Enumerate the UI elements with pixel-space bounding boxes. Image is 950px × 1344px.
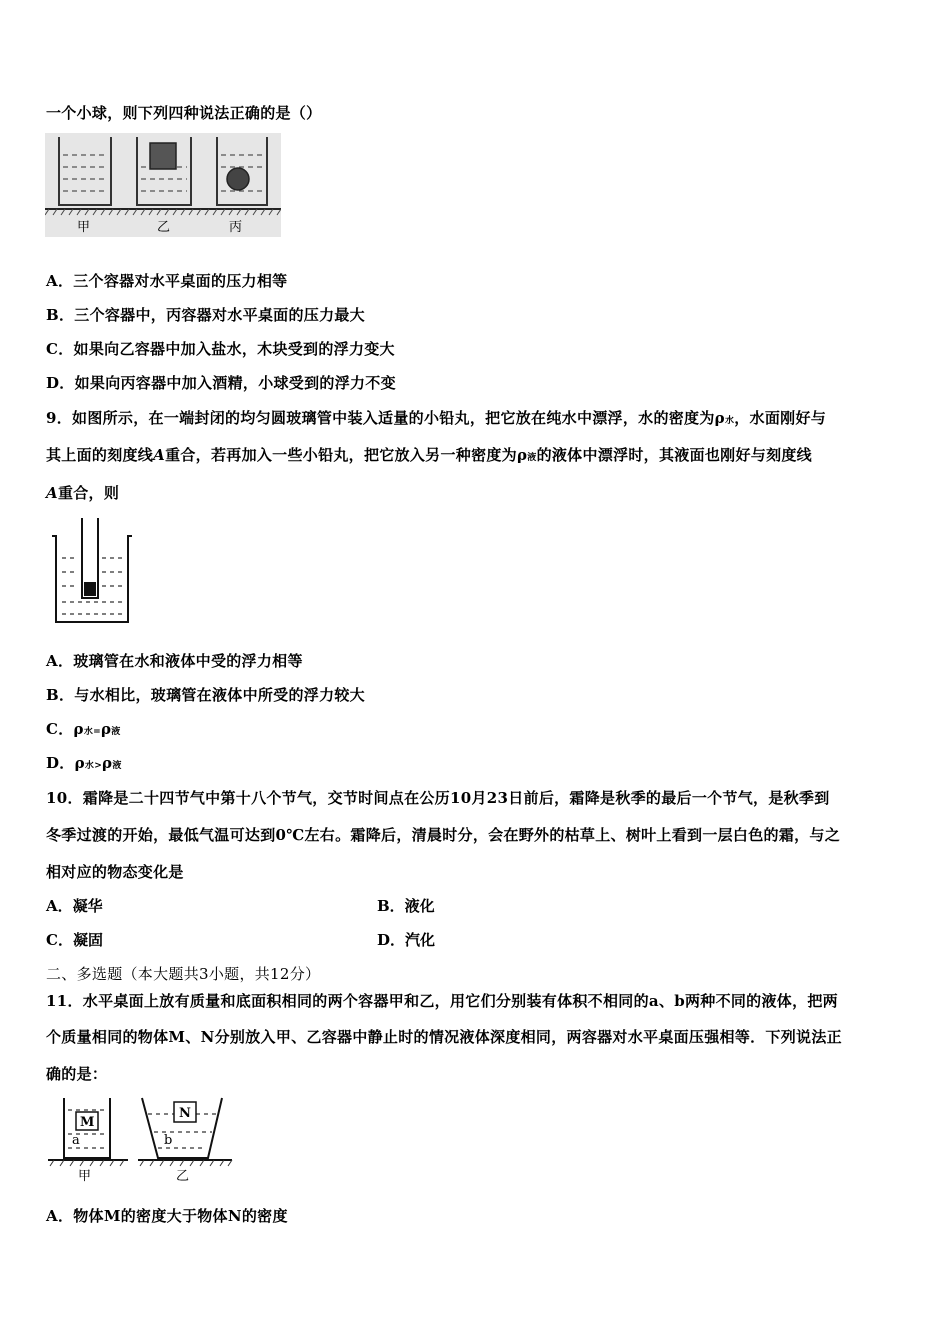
section-heading: 二、多选题（本大题共3小题，共12分） <box>46 965 321 983</box>
q9-figure <box>50 518 136 624</box>
q9-option-d: D．ρ水>ρ液 <box>46 754 122 772</box>
q11-object-m: M <box>80 1115 95 1130</box>
q8-option-c: C．如果向乙容器中加入盐水，木块受到的浮力变大 <box>46 340 395 358</box>
q11-figure <box>46 1094 236 1184</box>
q9-stem-line2: 其上面的刻度线A重合，若再加入一些小铅丸，把它放入另一种密度为ρ液的液体中漂浮时，其液面也刚好与刻度线 <box>46 446 812 464</box>
q10-option-c: C．凝固 <box>46 931 103 949</box>
q8-option-b: B．三个容器中，丙容器对水平桌面的压力最大 <box>46 306 365 324</box>
q8-figure <box>45 133 281 237</box>
q10-stem-line2: 冬季过渡的开始，最低气温可达到0℃左右。霜降后，清晨时分，会在野外的枯草上、树叶上看到一层白色的霜，与之 <box>46 826 841 844</box>
q10-option-b: B．液化 <box>377 897 435 915</box>
q9-option-c: C．ρ水=ρ液 <box>46 720 121 738</box>
q8-label-bing: 丙 <box>229 220 243 235</box>
q11-label-jia: 甲 <box>78 1169 92 1184</box>
q9-stem-line3: A重合，则 <box>46 484 120 502</box>
q10-option-a: A．凝华 <box>46 897 103 915</box>
q11-stem-line1: 11．水平桌面上放有质量和底面积相同的两个容器甲和乙，用它们分别装有体积不相同的a、b两种不同的液体，把两 <box>46 992 838 1010</box>
q10-option-d: D．汽化 <box>377 931 436 949</box>
q11-stem-line2: 个质量相同的物体M、N分别放入甲、乙容器中静止时的情况液体深度相同，两容器对水平桌面压强相等．下列说法正 <box>46 1028 842 1046</box>
q8-label-yi: 乙 <box>157 220 171 235</box>
q9-option-a: A．玻璃管在水和液体中受的浮力相等 <box>46 652 303 670</box>
q8-label-jia: 甲 <box>77 220 91 235</box>
q11-stem-line3: 确的是： <box>46 1065 108 1083</box>
q9-option-b: B．与水相比，玻璃管在液体中所受的浮力较大 <box>46 686 365 704</box>
q10-stem-line3: 相对应的物态变化是 <box>46 863 184 881</box>
q8-stem: 一个小球，则下列四种说法正确的是（） <box>46 104 322 122</box>
q11-liquid-b: b <box>164 1133 173 1148</box>
q10-stem-line1: 10．霜降是二十四节气中第十八个节气，交节时间点在公历10月23日前后，霜降是秋季的最后一个节气，是秋季到 <box>46 789 830 807</box>
q8-option-d: D．如果向丙容器中加入酒精，小球受到的浮力不变 <box>46 374 396 392</box>
q11-label-yi: 乙 <box>176 1169 190 1184</box>
q11-liquid-a: a <box>72 1133 80 1148</box>
q11-object-n: N <box>179 1106 191 1121</box>
q9-stem-line1: 9．如图所示，在一端封闭的均匀圆玻璃管中装入适量的小铅丸，把它放在纯水中漂浮，水的密度为ρ水，水面刚好与 <box>46 409 827 427</box>
q8-option-a: A．三个容器对水平桌面的压力相等 <box>46 272 288 290</box>
q11-option-a: A．物体M的密度大于物体N的密度 <box>46 1207 288 1225</box>
